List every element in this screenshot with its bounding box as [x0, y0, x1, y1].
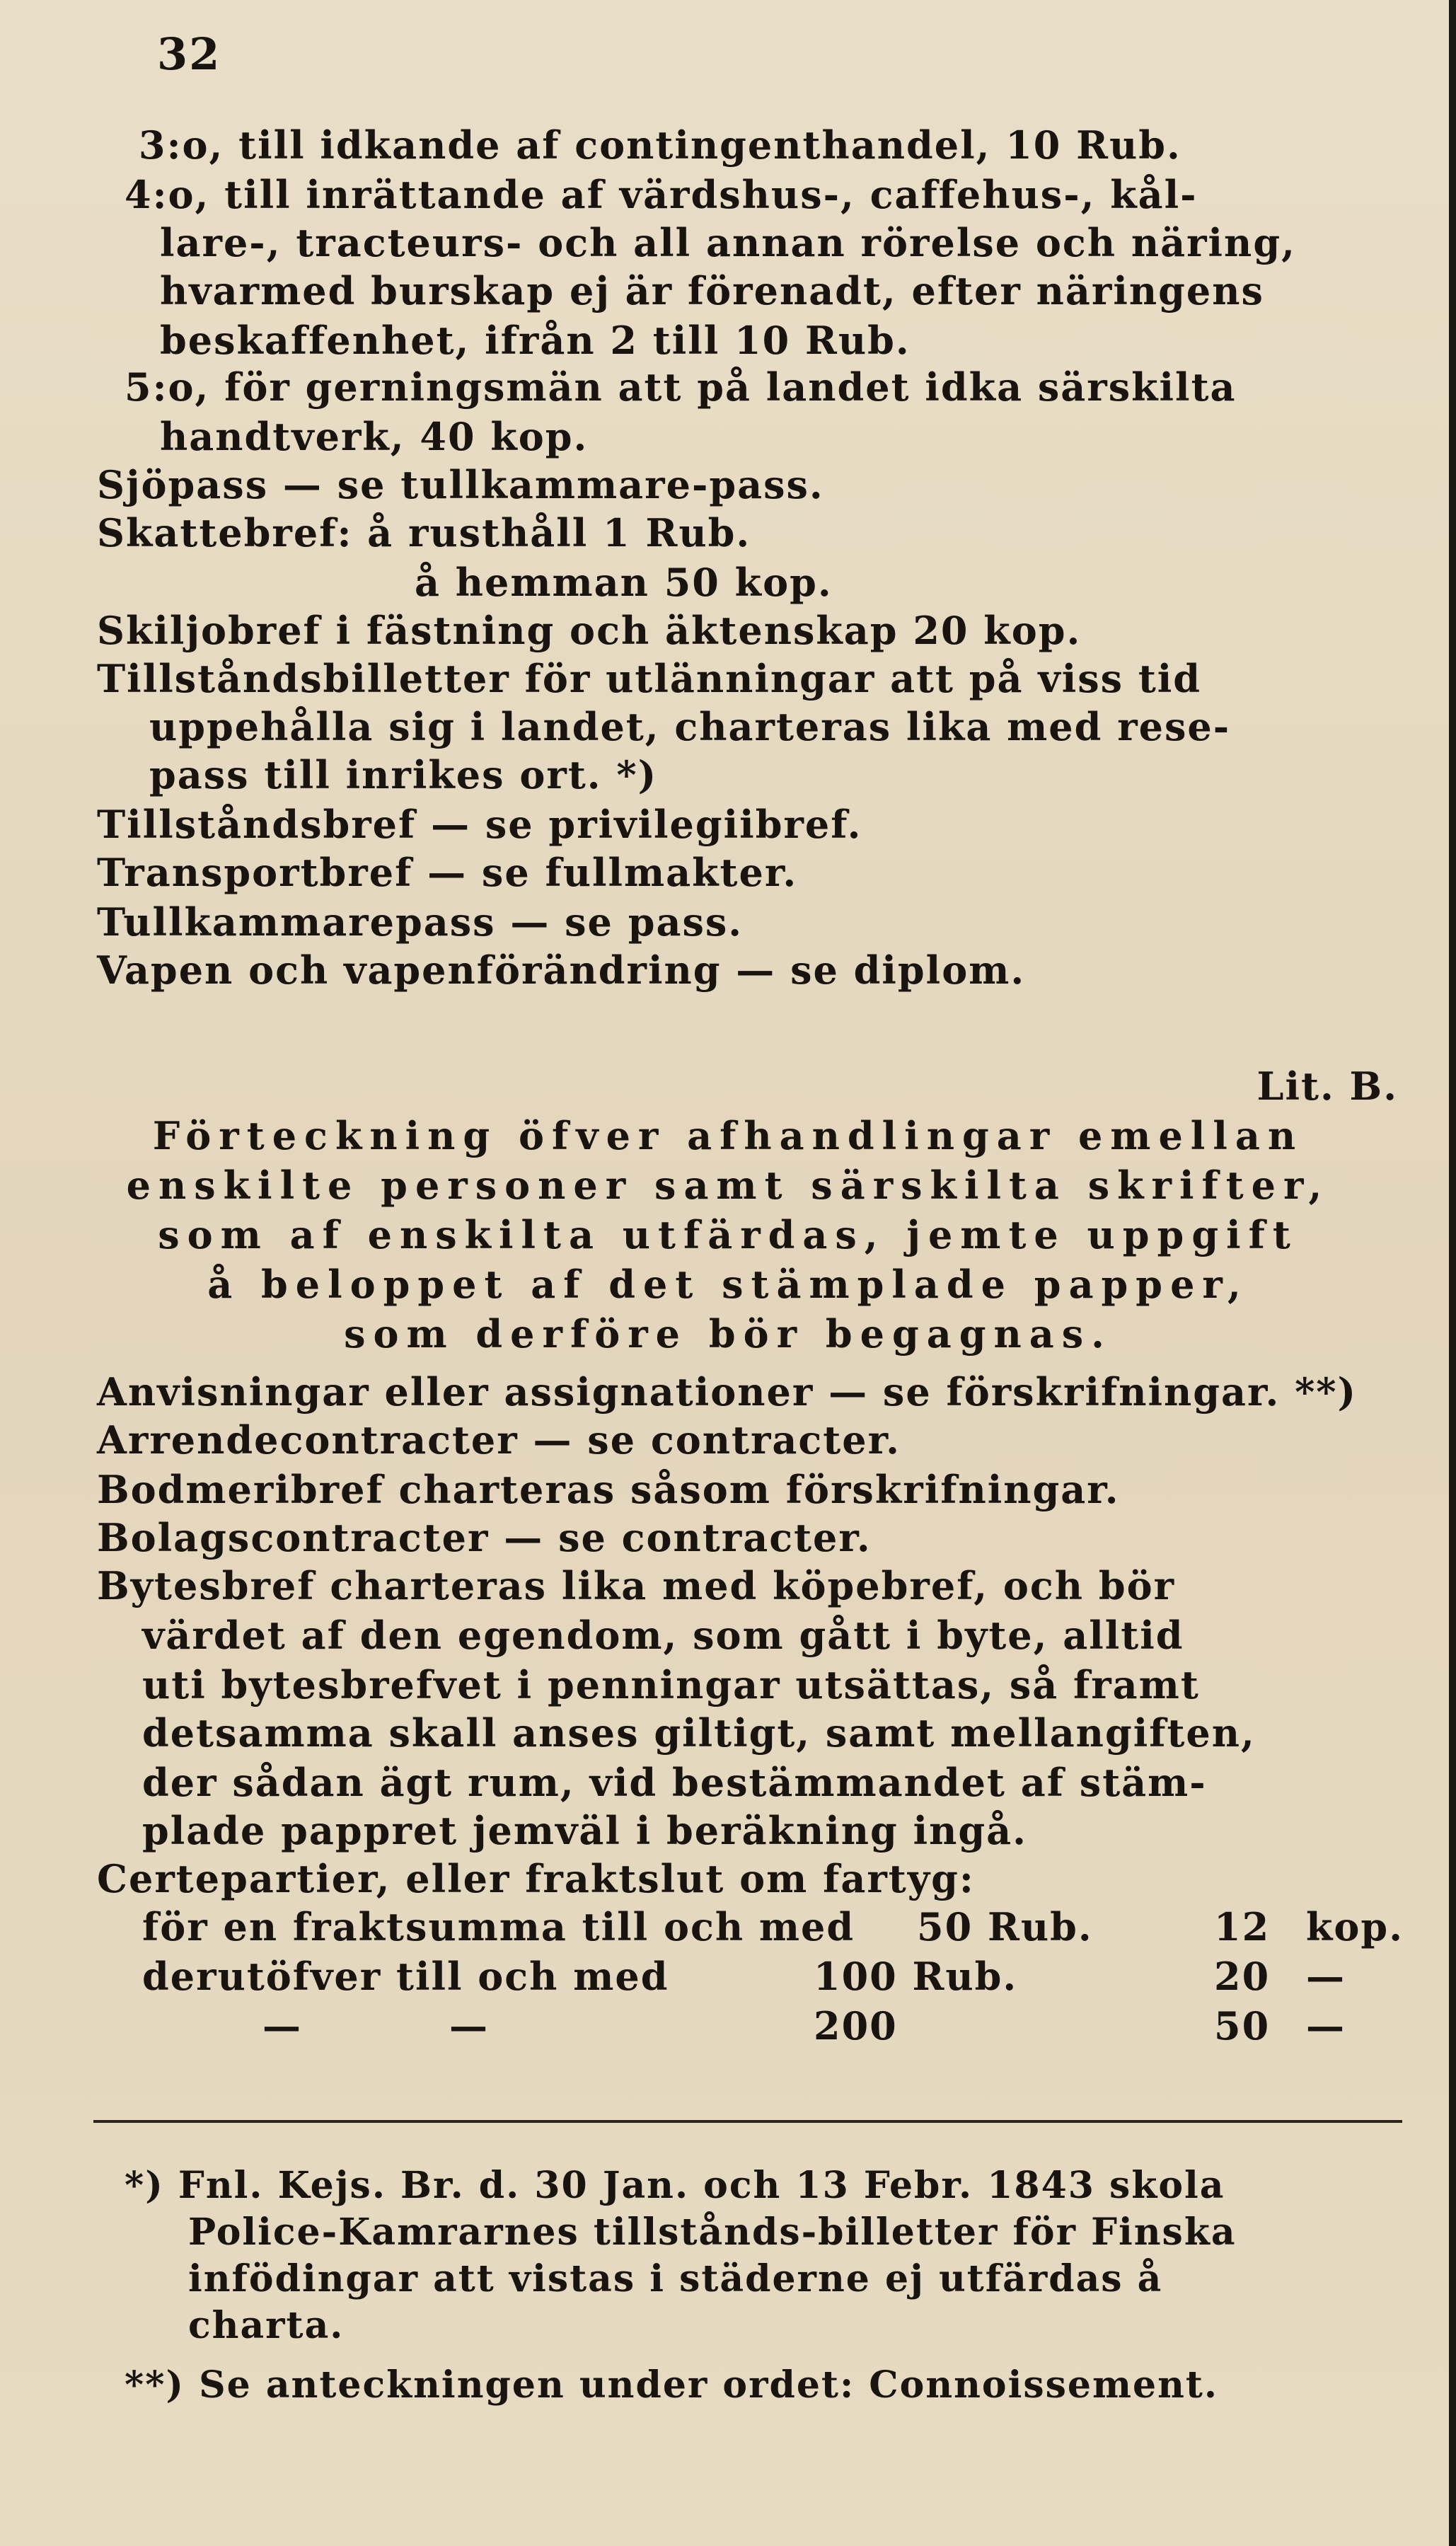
text-line: Sjöpass — se tullkammare-pass.	[97, 462, 824, 507]
text-line: Vapen och vapenförändring — se diplom.	[97, 947, 1026, 993]
text-line: handtverk, 40 kop.	[160, 414, 589, 459]
text-line: lare-, tracteurs- och all annan rörelse och näring,	[160, 220, 1296, 265]
text-line: Skattebref: å rusthåll 1 Rub.	[97, 510, 751, 555]
footnote-line: Police-Kamrarnes tillstånds-billetter för Finska	[188, 2211, 1237, 2254]
entry-line: der sådan ägt rum, vid bestämmandet af stäm-	[142, 1760, 1207, 1805]
footnote-divider	[93, 2120, 1402, 2123]
entry-line: värdet af den egendom, som gått i byte, alltid	[142, 1613, 1184, 1658]
text-line: 5:o, för gerningsmän att på landet idka särskilta	[125, 364, 1237, 410]
section-title-line: enskilte personer samt särskilta skrifter,	[126, 1163, 1330, 1208]
entry-line: uti bytesbrefvet i penningar utsättas, så framt	[142, 1662, 1200, 1707]
fee-row-desc: för en fraktsumma till och med	[142, 1904, 855, 1949]
fee-row-unit: kop.	[1306, 1904, 1404, 1949]
text-line: Skiljobref i fästning och äktenskap 20 kop.	[97, 608, 1082, 653]
footnote-line: *) Fnl. Kejs. Br. d. 30 Jan. och 13 Febr. 1843 skola	[125, 2164, 1225, 2207]
section-title-line: Förteckning öfver afhandlingar emellan	[152, 1113, 1304, 1158]
text-line: 3:o, till idkande af contingenthandel, 10 Rub.	[139, 122, 1181, 168]
fee-row-desc: derutöfver till och med	[142, 1954, 669, 1999]
footnote-line: **) Se anteckningen under ordet: Connoissement.	[125, 2363, 1219, 2407]
entry-line: Bytesbref charteras lika med köpebref, och bör	[97, 1563, 1176, 1608]
fee-row-amount: 20	[1214, 1954, 1271, 1999]
entry-line: Anvisningar eller assignationer — se förskrifningar. **)	[97, 1369, 1358, 1415]
fee-row-amount: 50	[1214, 2003, 1271, 2049]
text-line: beskaffenhet, ifrån 2 till 10 Rub.	[160, 318, 911, 363]
fee-row-sum: 50 Rub.	[917, 1904, 1093, 1949]
entry-line: Certepartier, eller fraktslut om fartyg:	[97, 1856, 975, 1901]
section-title-line: å beloppet af det stämplade papper,	[207, 1262, 1249, 1307]
text-line: Transportbref — se fullmakter.	[97, 850, 798, 895]
section-title-line: som derföre bör begagnas.	[344, 1311, 1112, 1356]
text-line: å hemman 50 kop.	[415, 560, 833, 605]
section-title-line: som af enskilta utfärdas, jemte uppgift	[158, 1212, 1298, 1257]
footnote-line: infödingar att vistas i städerne ej utfärdas å	[188, 2257, 1163, 2300]
fee-row-desc: — —	[262, 2003, 489, 2049]
entry-line: plade pappret jemväl i beräkning ingå.	[142, 1808, 1027, 1853]
text-line: Tullkammarepass — se pass.	[97, 899, 744, 945]
fee-row-unit: —	[1306, 2003, 1346, 2049]
fee-row-amount: 12	[1214, 1904, 1271, 1949]
entry-line: Bodmeribref charteras såsom förskrifningar.	[97, 1467, 1120, 1512]
entry-line: Bolagscontracter — se contracter.	[97, 1515, 872, 1560]
text-line: hvarmed burskap ej är förenadt, efter näringens	[160, 268, 1264, 313]
text-line: 4:o, till inrättande af värdshus-, caffehus-, kål-	[125, 172, 1198, 217]
fee-row-sum: 200	[814, 2003, 898, 2049]
section-label: Lit. B.	[1256, 1064, 1398, 1109]
text-line: Tillståndsbref — se privilegiibref.	[97, 802, 862, 847]
text-line: pass till inrikes ort. *)	[149, 752, 658, 797]
text-line: uppehålla sig i landet, charteras lika med rese-	[149, 704, 1231, 749]
page-number: 32	[157, 28, 221, 80]
entry-line: detsamma skall anses giltigt, samt mellangiften,	[142, 1710, 1256, 1756]
entry-line: Arrendecontracter — se contracter.	[97, 1417, 901, 1463]
fee-row-unit: —	[1306, 1954, 1346, 1999]
footnote-line: charta.	[188, 2304, 345, 2347]
fee-row-sum: 100 Rub.	[814, 1954, 1018, 1999]
text-line: Tillståndsbilletter för utlänningar att på viss tid	[97, 656, 1202, 701]
